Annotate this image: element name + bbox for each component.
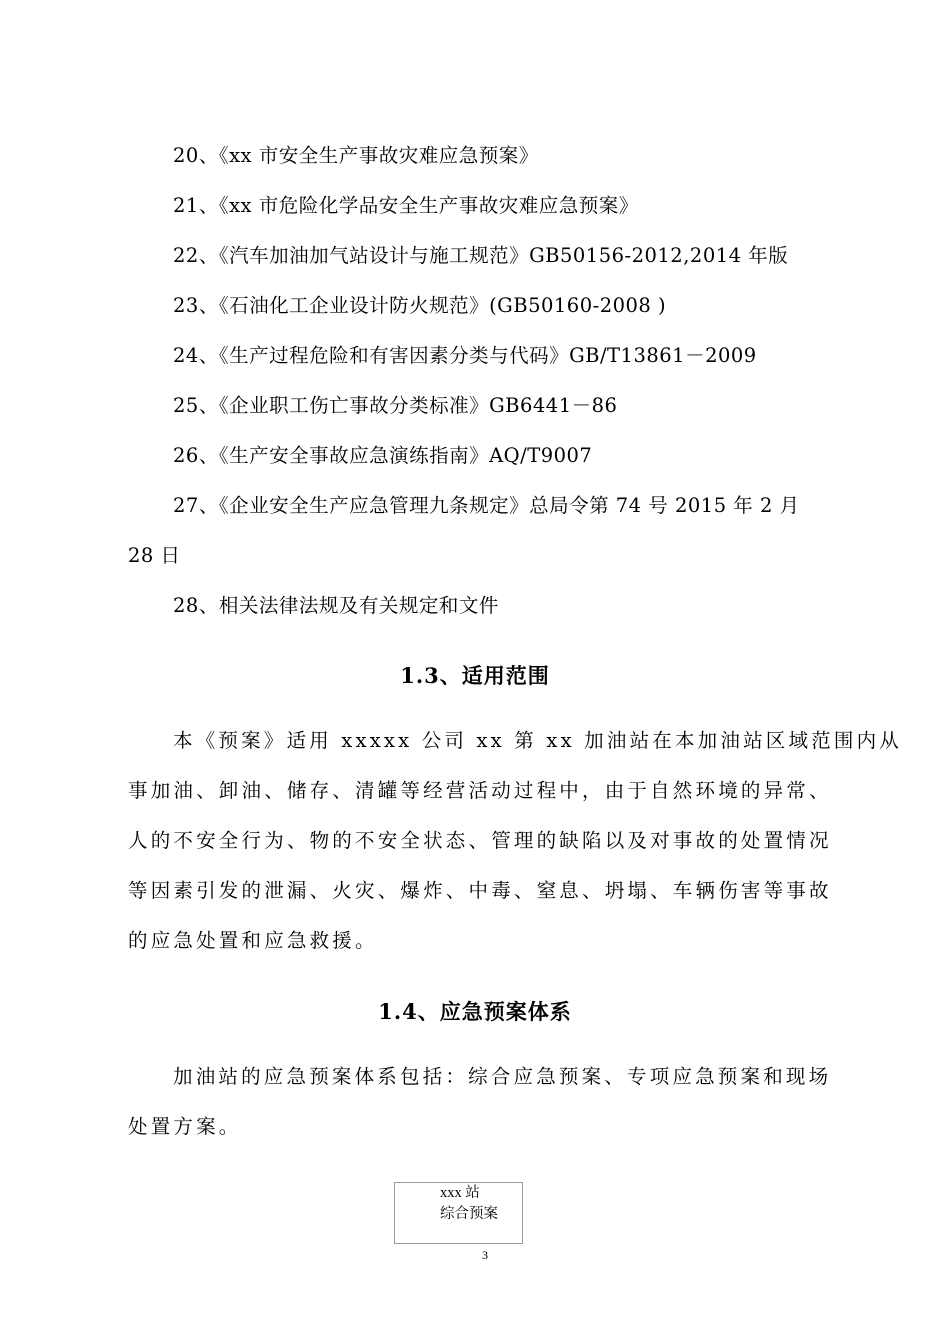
scope-paragraph-line-2: 事加油、卸油、储存、清罐等经营活动过程中，由于自然环境的异常、 xyxy=(128,779,832,802)
reference-item-28: 28、相关法律法规及有关规定和文件 xyxy=(173,594,499,617)
scope-paragraph-line-1: 本《预案》适用 xxxxx 公司 xx 第 xx 加油站在本加油站区域范围内从 xyxy=(173,729,902,752)
reference-item-25: 25、《企业职工伤亡事故分类标准》GB6441－86 xyxy=(173,394,618,417)
plan-system-line-1: 加油站的应急预案体系包括：综合应急预案、专项应急预案和现场 xyxy=(173,1065,832,1088)
scope-paragraph-line-3: 人的不安全行为、物的不安全状态、管理的缺陷以及对事故的处置情况 xyxy=(128,829,832,852)
scope-paragraph-line-4: 等因素引发的泄漏、火灾、爆炸、中毒、窒息、坍塌、车辆伤害等事故 xyxy=(128,879,832,902)
reference-item-24: 24、《生产过程危险和有害因素分类与代码》GB/T13861－2009 xyxy=(173,344,757,367)
reference-item-20: 20、《xx 市安全生产事故灾难应急预案》 xyxy=(173,144,539,167)
reference-item-26: 26、《生产安全事故应急演练指南》AQ/T9007 xyxy=(173,444,593,467)
scope-paragraph-line-5: 的应急处置和应急救援。 xyxy=(128,929,378,952)
comprehensive-plan-box xyxy=(394,1182,523,1244)
reference-item-21: 21、《xx 市危险化学品安全生产事故灾难应急预案》 xyxy=(173,194,639,217)
diagram-box-line-2: 综合预案 xyxy=(440,1206,498,1222)
reference-item-27-continued: 28 日 xyxy=(128,544,181,567)
reference-item-22: 22、《汽车加油加气站设计与施工规范》GB50156-2012,2014 年版 xyxy=(173,244,789,267)
reference-item-23: 23、《石油化工企业设计防火规范》(GB50160-2008 ) xyxy=(173,294,667,317)
section-heading-plan-system: 1.4、应急预案体系 xyxy=(378,999,572,1024)
reference-item-27: 27、《企业安全生产应急管理九条规定》总局令第 74 号 2015 年 2 月 xyxy=(173,494,800,517)
section-heading-scope: 1.3、适用范围 xyxy=(400,663,550,688)
page-number: 3 xyxy=(482,1248,488,1262)
plan-system-line-2: 处置方案。 xyxy=(128,1115,242,1138)
diagram-box-line-1: xxx 站 xyxy=(440,1185,480,1201)
